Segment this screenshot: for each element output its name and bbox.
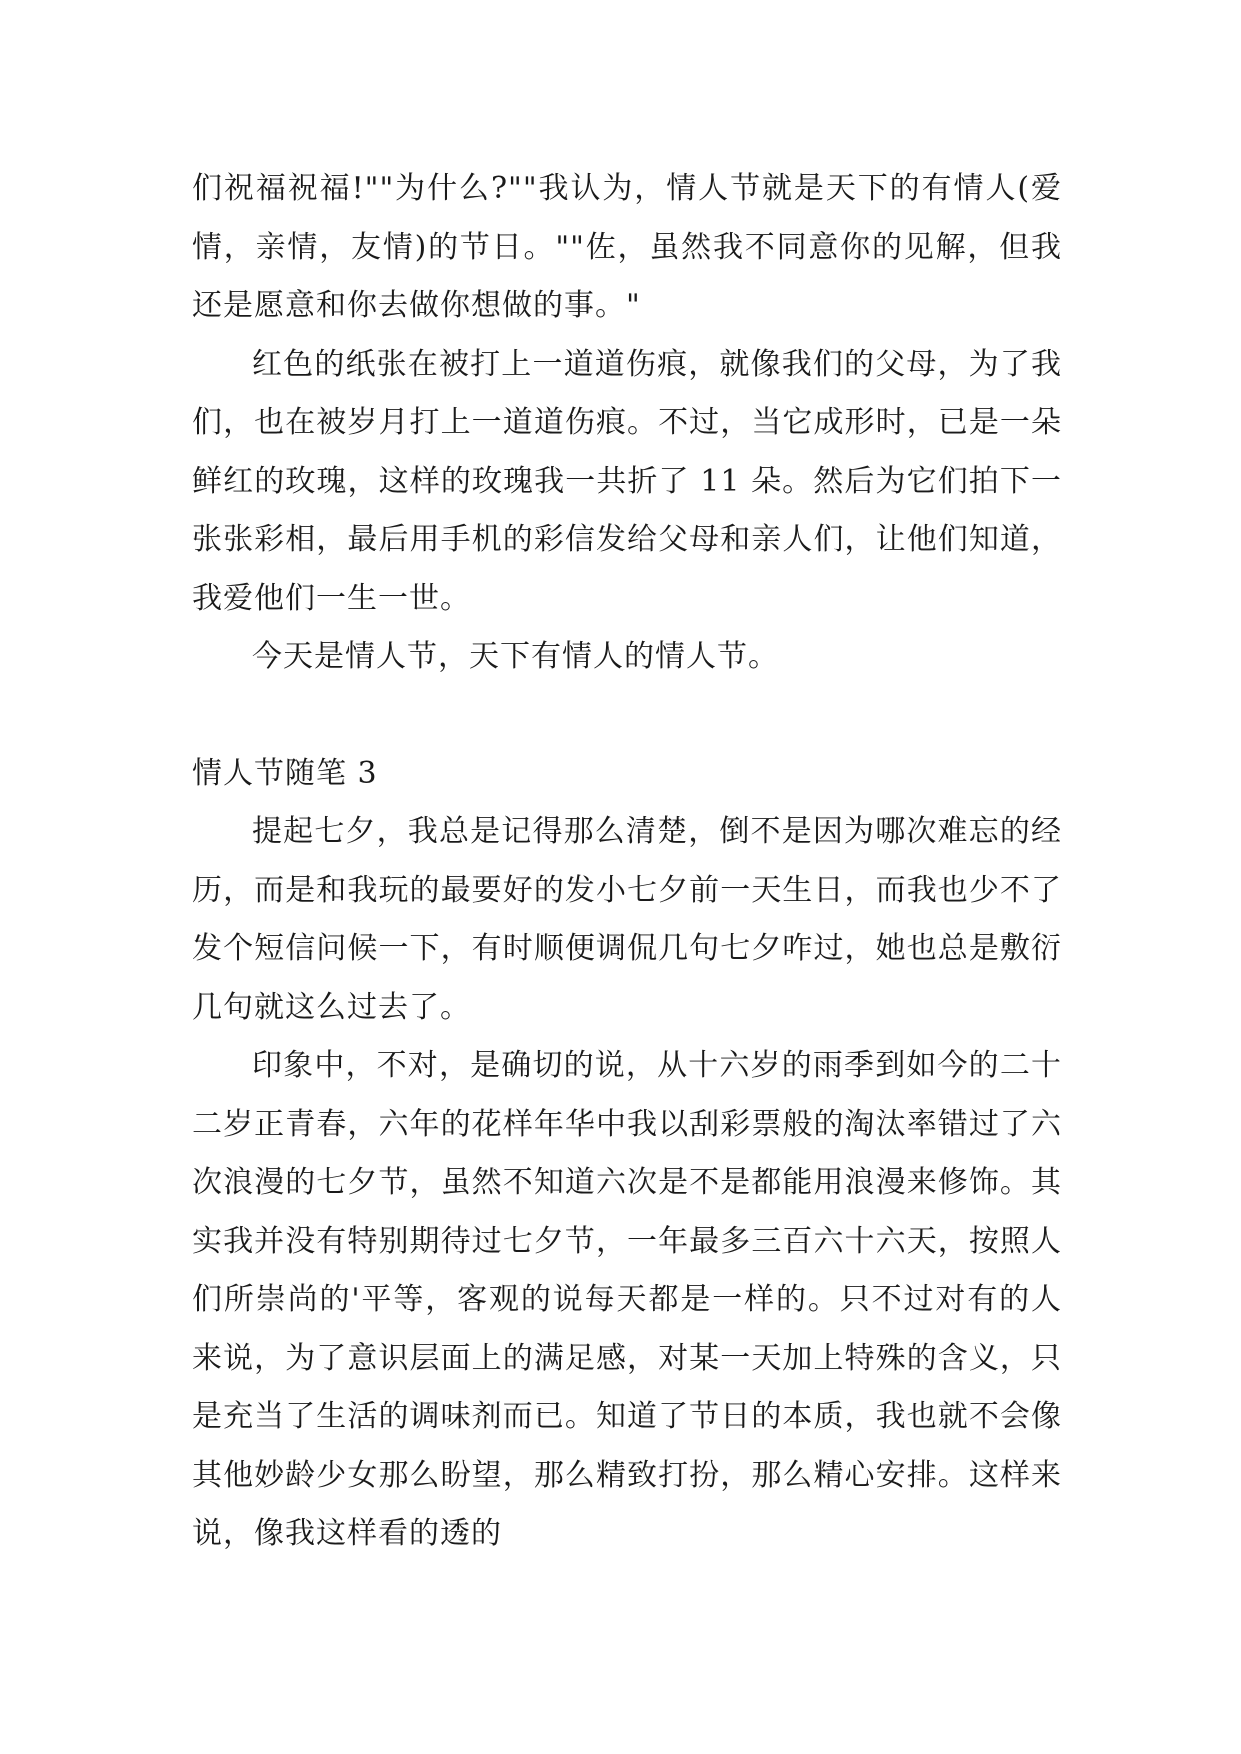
- section-spacer: [192, 687, 1062, 745]
- document-body: [192, 160, 1062, 1564]
- paragraph: 印象中，不对，是确切的说，从十六岁的雨季到如今的二十二岁正青春，六年的花样年华中我以刮彩票般的淘汰率错过了六次浪漫的七夕节，虽然不知道六次是不是都能用浪漫来修饰。其实我并没有特别期待过七夕节，一年最多三百六十六天，按照人们所崇尚的'平等，客观的说每天都是一样的。只不过对有的人来说，为了意识层面上的满足感，对某一天加上特殊的含义，只是充当了生活的调味剂而已。知道了节日的本质，我也就不会像其他妙龄少女那么盼望，那么精致打扮，那么精心安排。这样来说，像我这样看的透的: [192, 1048, 1062, 1551]
- paragraph: 今天是情人节，天下有情人的情人节。: [252, 639, 779, 674]
- paragraph: 提起七夕，我总是记得那么清楚，倒不是因为哪次难忘的经历，而是和我玩的最要好的发小七夕前一天生日，而我也少不了发个短信问候一下，有时顺便调侃几句七夕咋过，她也总是敷衍几句就这么过去了。: [192, 814, 1062, 1025]
- paragraph: 们祝福祝福!""为什么?""我认为，情人节就是天下的有情人(爱情，亲情，友情)的节日。""佐，虽然我不同意你的见解，但我还是愿意和你去做你想做的事。": [192, 171, 1062, 323]
- section-title: 情人节随笔 3: [192, 755, 378, 791]
- paragraph: 红色的纸张在被打上一道道伤痕，就像我们的父母，为了我们，也在被岁月打上一道道伤痕。不过，当它成形时，已是一朵鲜红的玫瑰，这样的玫瑰我一共折了 11 朵。然后为它们拍下一张张彩相，最后用手机的彩信发给父母和亲人们，让他们知道，我爱他们一生一世。: [192, 346, 1062, 616]
